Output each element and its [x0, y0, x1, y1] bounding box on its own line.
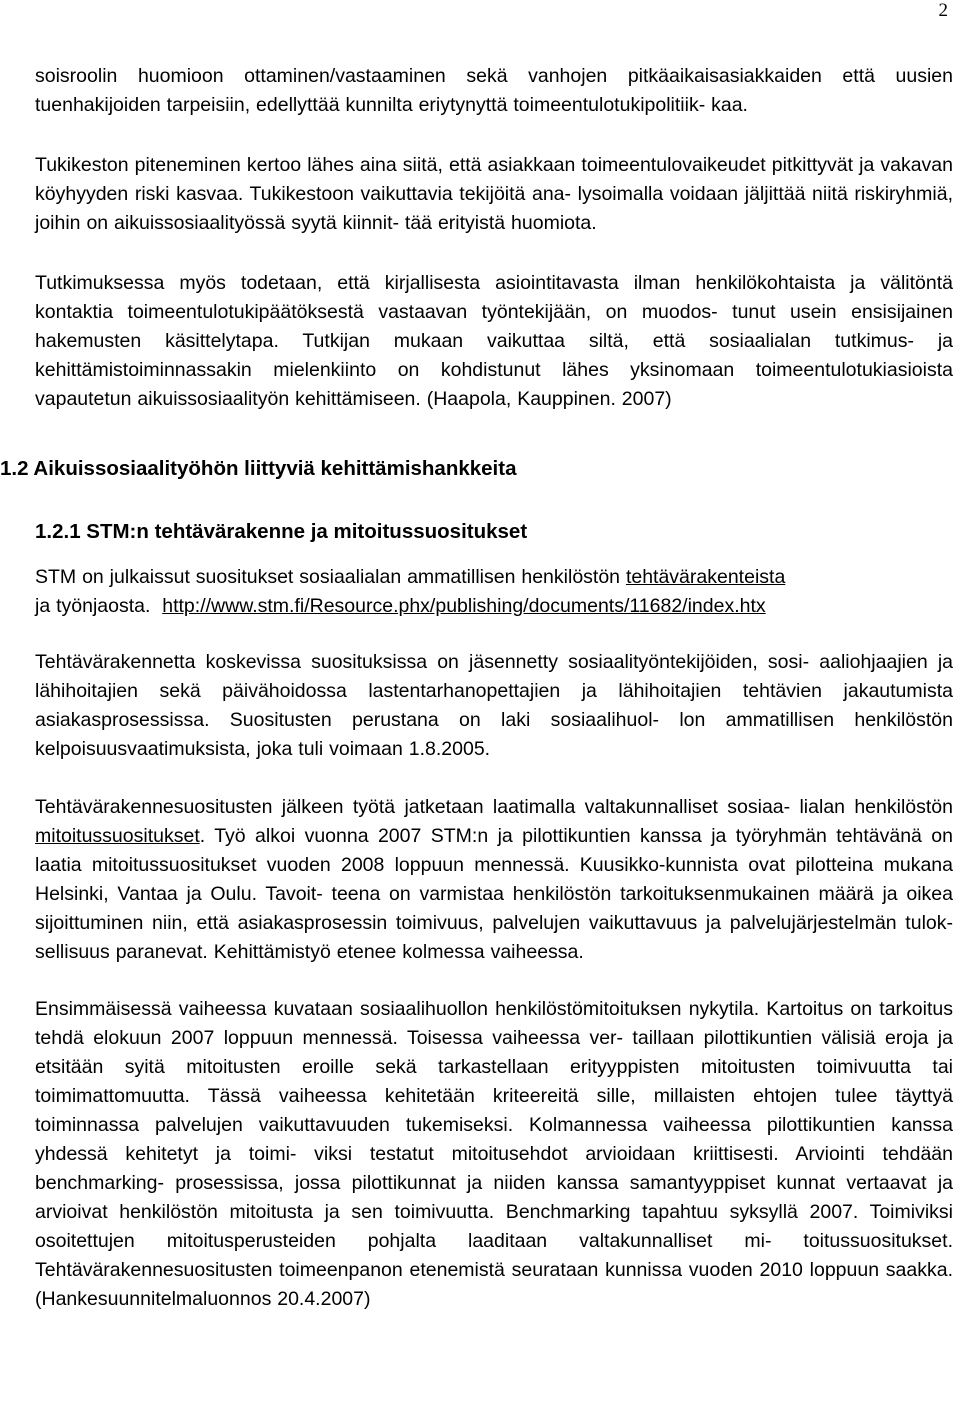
paragraph-7: Ensimmäisessä vaiheessa kuvataan sosiaalihuollon henkilöstömitoituksen nykytila. Kartoitus on tarkoitus tehdä elokuun 2007 loppuun mennessä. Toisessa vaiheessa ver- taillaan pilottikuntien välisiä eroja ja etsitään syitä mitoitusten eroille sekä tarkastellaan erityyppisten mitoitusten toimivuutta tai toimimattomuutta. Tässä vaiheessa kehitetään kriteereitä sille, millaisten ehtojen tulee täyttyä toiminnassa palvelujen vaikuttavuuden tukemiseksi. Kolmannessa vaiheessa pilottikuntien kanssa yhdessä kehitetyt ja toimi- viksi testatut mitoitusehdot arvioidaan kriittisesti. Arviointi tehdään benchmarking- prosessissa, jossa pilottikunnat ja niiden kanssa samantyyppiset kunnat vertaavat ja arvioivat henkilöstön mitoitusta ja sen toimivuutta. Benchmarking tapahtuu syksyllä 2007. Toimiviksi osoitettujen mitoitusperusteiden pohjalta laaditaan valtakunnalliset mi- toitussuositukset. Tehtävärakennesuositusten toimeenpanon etenemistä seurataan kunnissa vuoden 2010 loppuun saakka. (Hankesuunnitelmaluonnos 20.4.2007) [35, 998, 953, 1310]
stm-document-link[interactable]: http://www.stm.fi/Resource.phx/publishing/documents/11682/index.htx [162, 595, 766, 617]
paragraph-4-text: STM on julkaissut suositukset sosiaalialan ammatillisen henkilöstön [35, 566, 626, 588]
document-body [0, 62, 953, 1314]
section-heading-1-2: 1.2 Aikuissosiaalityöhön liittyviä kehittämishankkeita [0, 457, 517, 480]
paragraph-4-line-2 [35, 592, 953, 621]
paragraph-1: soisroolin huomioon ottaminen/vastaaminen sekä vanhojen pitkäaikaisasiakkaiden että uusien tuenhakijoiden tarpeisiin, edellyttää kunnilta eriytynyttä toimeentulotukipolitiik- kaa. [35, 65, 953, 116]
paragraph-6 [35, 793, 953, 967]
subsection-heading-1-2-1: 1.2.1 STM:n tehtävärakenne ja mitoitussuositukset [35, 520, 528, 543]
paragraph-4-line-2-text: ja työnjaosta. [35, 595, 151, 617]
paragraph-5: Tehtävärakennetta koskevissa suosituksissa on jäsennetty sosiaalityöntekijöiden, sosi- aaliohjaajien ja lähihoitajien sekä päivähoidossa lastentarhanopettajien ja lähihoitajien tehtävien jakautumista asiakasprosessissa. Suositusten perustana on laki sosiaalihuol- lon ammatillisen henkilöstön kelpoisuusvaatimuksista, joka tuli voimaan 1.8.2005. [35, 651, 953, 760]
paragraph-4-line-1 [35, 563, 953, 592]
paragraph-6-text-after: . Työ alkoi vuonna 2007 STM:n ja pilottikuntien kanssa ja työryhmän tehtävänä on laatia mitoitussuositukset vuoden 2008 loppuun mennessä. Kuusikko-kunnista ovat pilotteina mukana Helsinki, Vantaa ja Oulu. Tavoit- teena on varmistaa henkilöstön tarkoituksenmukainen määrä ja oikea sijoittuminen niin, että asiakasprosessin toimivuus, palvelujen vaikuttavuus ja palvelujärjestelmän tulok- sellisuus paranevat. Kehittämistyö etenee kolmessa vaiheessa. [35, 825, 953, 963]
paragraph-6-underlined-term: mitoitussuositukset [35, 825, 200, 847]
paragraph-4-underlined-term: tehtävärakenteista [625, 566, 786, 588]
paragraph-3: Tutkimuksessa myös todetaan, että kirjallisesta asiointitavasta ilman henkilökohtaista ja välitöntä kontaktia toimeentulotukipäätöksestä vastaavan työntekijään, on muodos- tunut usein ensisijainen hakemusten käsittelytapa. Tutkijan mukaan vaikuttaa siltä, että sosiaalialan tutkimus- ja kehittämistoiminnassakin mielenkiinto on kohdistunut lähes yksinomaan toimeentulotukiasioista vapautetun aikuissosiaalityön kehittämiseen. (Haapola, Kauppinen. 2007) [35, 272, 953, 410]
paragraph-2: Tukikeston piteneminen kertoo lähes aina siitä, että asiakkaan toimeentulovaikeudet pitkittyvät ja vakavan köyhyyden riski kasvaa. Tukikestoon vaikuttavia tekijöitä ana- lysoimalla voidaan jäljittää niitä riskiryhmiä, joihin on aikuissosiaalityössä syytä kiinnit- tää erityistä huomiota. [35, 154, 953, 234]
page-number: 2 [938, 0, 948, 21]
paragraph-6-text-before: Tehtävärakennesuositusten jälkeen työtä jatketaan laatimalla valtakunnalliset sosiaa- lialan henkilöstön [35, 796, 953, 818]
paragraph-4 [35, 563, 953, 621]
